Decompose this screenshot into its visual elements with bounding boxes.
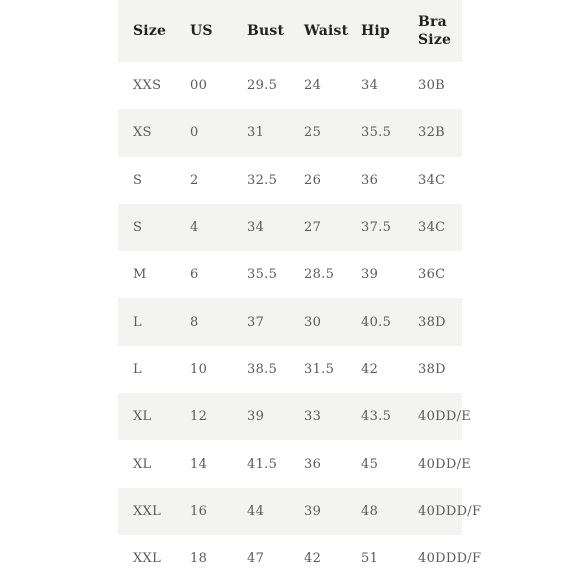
cell-bust: 32.5 <box>247 172 278 188</box>
header-waist: Waist <box>304 23 349 39</box>
cell-bust: 41.5 <box>247 456 278 472</box>
cell-bust: 47 <box>247 551 265 567</box>
cell-hip: 39 <box>361 267 379 283</box>
cell-waist: 42 <box>304 551 322 567</box>
cell-hip: 45 <box>361 456 379 472</box>
cell-bra-size: 38D <box>418 314 446 330</box>
cell-size: M <box>133 267 147 283</box>
table-row <box>118 157 462 204</box>
cell-waist: 28.5 <box>304 267 335 283</box>
header-hip: Hip <box>361 23 390 39</box>
cell-size: XL <box>133 409 152 425</box>
cell-size: XXL <box>133 503 162 519</box>
cell-bra-size: 40DDD/F <box>418 551 482 567</box>
cell-size: S <box>133 172 143 188</box>
cell-waist: 36 <box>304 456 322 472</box>
cell-bust: 38.5 <box>247 361 278 377</box>
cell-us: 4 <box>190 220 199 236</box>
cell-size: L <box>133 314 142 330</box>
cell-us: 18 <box>190 551 208 567</box>
cell-hip: 40.5 <box>361 314 392 330</box>
cell-waist: 30 <box>304 314 322 330</box>
cell-hip: 51 <box>361 551 379 567</box>
table-row <box>118 204 462 251</box>
cell-bust: 34 <box>247 220 265 236</box>
cell-bust: 44 <box>247 503 265 519</box>
cell-hip: 37.5 <box>361 220 392 236</box>
cell-waist: 31.5 <box>304 361 335 377</box>
cell-size: XXS <box>133 78 162 94</box>
cell-bra-size: 40DD/E <box>418 409 472 425</box>
cell-size: L <box>133 361 142 377</box>
cell-bra-size: 34C <box>418 220 446 236</box>
cell-waist: 33 <box>304 409 322 425</box>
table-row <box>118 535 462 580</box>
header-bra-size-line-2: Size <box>418 32 452 48</box>
cell-bust: 37 <box>247 314 265 330</box>
cell-bust: 31 <box>247 125 265 141</box>
cell-size: S <box>133 220 143 236</box>
cell-us: 12 <box>190 409 208 425</box>
cell-hip: 36 <box>361 172 379 188</box>
table-row <box>118 109 462 156</box>
header-bust: Bust <box>247 23 285 39</box>
cell-bra-size: 34C <box>418 172 446 188</box>
cell-size: XL <box>133 456 152 472</box>
table-row <box>118 440 462 487</box>
header-size: Size <box>133 23 167 39</box>
cell-waist: 24 <box>304 78 322 94</box>
cell-us: 16 <box>190 503 208 519</box>
table-row <box>118 488 462 535</box>
cell-us: 00 <box>190 78 208 94</box>
cell-bra-size: 36C <box>418 267 446 283</box>
size-chart-table <box>118 0 482 580</box>
cell-bra-size: 38D <box>418 361 446 377</box>
size-chart-body <box>118 62 482 580</box>
header-row <box>118 0 462 62</box>
cell-hip: 42 <box>361 361 379 377</box>
cell-bust: 29.5 <box>247 78 278 94</box>
table-row <box>118 346 462 393</box>
cell-hip: 48 <box>361 503 379 519</box>
cell-bra-size: 40DDD/F <box>418 503 482 519</box>
header-bra-size-line-1: Bra <box>418 14 447 30</box>
cell-hip: 34 <box>361 78 379 94</box>
table-row <box>118 62 462 109</box>
cell-waist: 39 <box>304 503 322 519</box>
cell-waist: 26 <box>304 172 322 188</box>
cell-bra-size: 30B <box>418 78 445 94</box>
cell-us: 8 <box>190 314 199 330</box>
cell-bra-size: 40DD/E <box>418 456 472 472</box>
cell-us: 6 <box>190 267 199 283</box>
cell-us: 10 <box>190 361 208 377</box>
cell-us: 2 <box>190 172 199 188</box>
cell-us: 14 <box>190 456 208 472</box>
cell-size: XXL <box>133 551 162 567</box>
cell-waist: 27 <box>304 220 322 236</box>
table-row <box>118 251 462 298</box>
cell-hip: 35.5 <box>361 125 392 141</box>
cell-hip: 43.5 <box>361 409 392 425</box>
cell-size: XS <box>133 125 152 141</box>
cell-us: 0 <box>190 125 199 141</box>
cell-bra-size: 32B <box>418 125 445 141</box>
cell-bust: 35.5 <box>247 267 278 283</box>
header-us: US <box>190 23 213 39</box>
cell-bust: 39 <box>247 409 265 425</box>
table-row <box>118 298 462 345</box>
table-row <box>118 393 462 440</box>
header-bra-size <box>403 0 462 62</box>
cell-waist: 25 <box>304 125 322 141</box>
size-chart-container <box>118 0 482 580</box>
